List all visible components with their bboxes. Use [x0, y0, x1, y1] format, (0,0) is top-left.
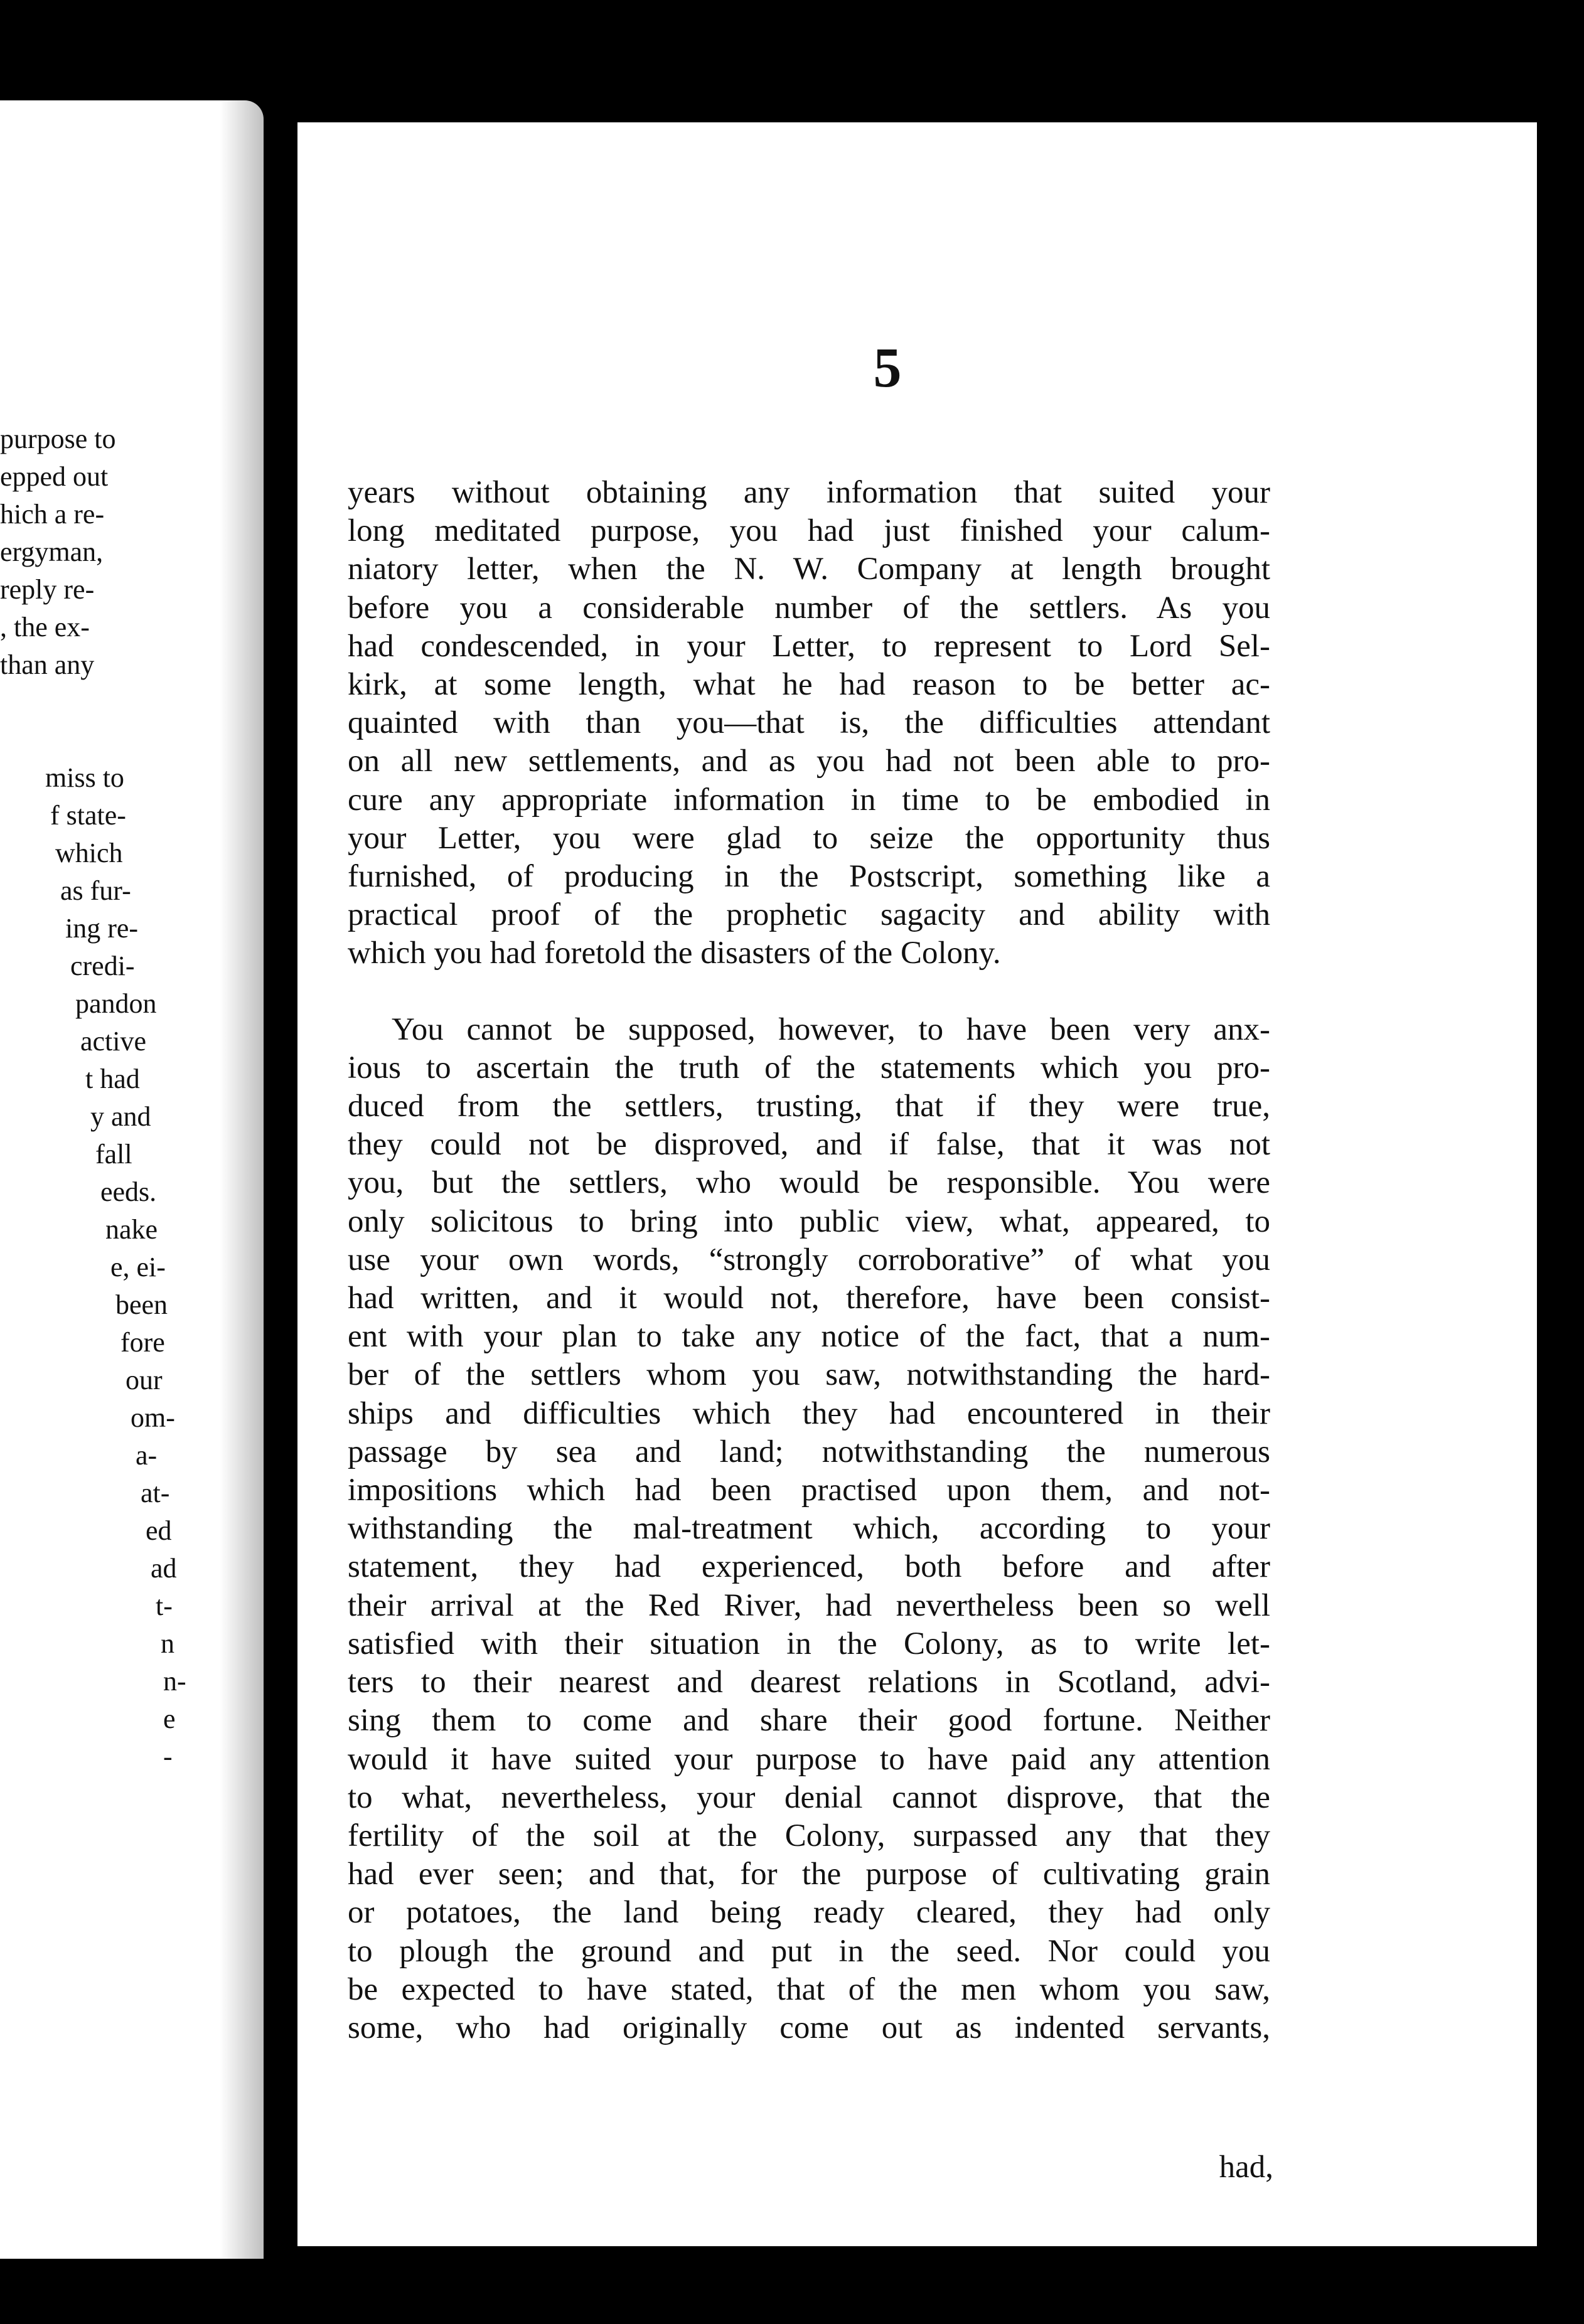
facing-page-fragment: n-	[163, 1666, 186, 1697]
facing-page-fragment: fall	[95, 1139, 132, 1170]
facing-page-fragment: reply re-	[0, 574, 95, 605]
gutter-shadow	[220, 100, 264, 2259]
facing-page-fragment: as fur-	[60, 875, 131, 906]
text-line: be expected to have stated, that of the men whom you saw,	[348, 1971, 1270, 2007]
text-line: your Letter, you were glad to seize the opportunity thus	[348, 820, 1270, 856]
facing-page-fragment: om-	[131, 1402, 175, 1433]
facing-page-fragment: ergyman,	[0, 536, 104, 567]
text-line: ships and difficulties which they had encountered in their	[348, 1395, 1270, 1431]
text-line: satisfied with their situation in the Colony, as to write let-	[348, 1626, 1270, 1661]
facing-page-fragment	[0, 722, 186, 759]
text-line: which you had foretold the disasters of the Colony.	[348, 935, 1001, 971]
facing-page-fragment: credi-	[70, 951, 135, 981]
text-line: ent with your plan to take any notice of the fact, that a num-	[348, 1319, 1270, 1355]
text-line: kirk, at some length, what he had reason to be better ac-	[348, 667, 1270, 703]
text-line: practical proof of the prophetic sagacity and ability with	[348, 897, 1270, 933]
facing-page-fragment	[0, 684, 186, 722]
facing-page-fragment: t had	[85, 1063, 140, 1094]
text-line: furnished, of producing in the Postscript, something like a	[348, 859, 1270, 895]
text-line: some, who had originally come out as indented servants,	[348, 2010, 1270, 2045]
text-line: long meditated purpose, you had just finished your calum-	[348, 513, 1270, 549]
facing-page-fragment: our	[126, 1365, 163, 1395]
text-line: duced from the settlers, trusting, that if they were true,	[348, 1089, 1270, 1124]
facing-page	[0, 100, 264, 2259]
facing-page-fragment: ad	[151, 1553, 177, 1584]
text-line: they could not be disproved, and if false, that it was not	[348, 1127, 1270, 1163]
text-line: would it have suited your purpose to have paid any attention	[348, 1741, 1270, 1777]
text-line: to what, nevertheless, your denial cannot disprove, that the	[348, 1779, 1270, 1815]
facing-page-fragment: f state-	[50, 800, 126, 831]
text-line: years without obtaining any information that suited your	[348, 475, 1270, 510]
text-line: fertility of the soil at the Colony, surpassed any that they	[348, 1818, 1270, 1853]
facing-page-fragment: t-	[156, 1591, 173, 1621]
text-line: ious to ascertain the truth of the statements which you pro-	[348, 1050, 1270, 1085]
text-line: ters to their nearest and dearest relations in Scotland, advi-	[348, 1665, 1270, 1700]
facing-page-fragment: e, ei-	[110, 1252, 166, 1282]
main-page	[297, 122, 1537, 2246]
facing-page-fragment: ed	[146, 1515, 172, 1546]
facing-page-fragment: miss to	[45, 762, 124, 793]
text-line: withstanding the mal-treatment which, according to your	[348, 1511, 1270, 1547]
text-line: to plough the ground and put in the seed. Nor could you	[348, 1933, 1270, 1969]
text-line: impositions which had been practised upon them, and not-	[348, 1473, 1270, 1508]
text-line: cure any appropriate information in time to be embodied in	[348, 782, 1270, 818]
facing-page-fragment: , the ex-	[0, 612, 90, 642]
paragraph	[348, 1011, 1270, 2047]
text-line: use your own words, “strongly corroborative” of what you	[348, 1242, 1270, 1277]
facing-page-text	[0, 420, 186, 1776]
facing-page-fragment: epped out	[0, 461, 109, 492]
facing-page-fragment: eeds.	[100, 1176, 157, 1207]
facing-page-fragment: -	[163, 1741, 173, 1772]
facing-page-fragment: been	[115, 1289, 168, 1320]
facing-page-fragment: hich a re-	[0, 499, 105, 530]
text-line: ber of the settlers whom you saw, notwithstanding the hard-	[348, 1357, 1270, 1393]
text-line: passage by sea and land; notwithstanding the numerous	[348, 1434, 1270, 1469]
text-line: before you a considerable number of the settlers. As you	[348, 590, 1270, 626]
facing-page-fragment: pandon	[75, 988, 157, 1019]
facing-page-fragment: a-	[136, 1440, 158, 1471]
facing-page-fragment: fore	[120, 1327, 165, 1358]
text-line: or potatoes, the land being ready cleared, they had only	[348, 1895, 1270, 1931]
text-line: had condescended, in your Letter, to represent to Lord Sel-	[348, 628, 1270, 664]
page-number: 5	[873, 337, 902, 399]
text-line: statement, they had experienced, both before and after	[348, 1549, 1270, 1585]
text-line: had written, and it would not, therefore, have been consist-	[348, 1281, 1270, 1316]
text-line: you, but the settlers, who would be responsible. You were	[348, 1165, 1270, 1201]
paragraph	[348, 474, 1270, 973]
facing-page-fragment: which	[55, 838, 123, 868]
body-text	[348, 474, 1270, 2047]
catchword: had,	[1219, 2150, 1273, 2185]
facing-page-fragment: nake	[105, 1214, 158, 1245]
text-line: You cannot be supposed, however, to have been very anx-	[392, 1011, 1270, 1047]
facing-page-fragment: at-	[141, 1478, 170, 1508]
text-line: on all new settlements, and as you had not been able to pro-	[348, 744, 1270, 779]
facing-page-fragment: ing re-	[65, 913, 139, 944]
facing-page-fragment: purpose to	[0, 424, 116, 454]
facing-page-fragment: e	[163, 1703, 176, 1734]
text-line: sing them to come and share their good fortune. Neither	[348, 1703, 1270, 1739]
facing-page-fragment: y and	[90, 1101, 151, 1132]
text-line: quainted with than you—that is, the difficulties attendant	[348, 705, 1270, 741]
text-line: niatory letter, when the N. W. Company at length brought	[348, 552, 1270, 587]
text-line: had ever seen; and that, for the purpose of cultivating grain	[348, 1857, 1270, 1892]
facing-page-fragment: than any	[0, 649, 95, 680]
facing-page-fragment: n	[161, 1628, 174, 1659]
text-line: their arrival at the Red River, had nevertheless been so well	[348, 1587, 1270, 1623]
text-line: only solicitous to bring into public view, what, appeared, to	[348, 1203, 1270, 1239]
facing-page-fragment: active	[80, 1026, 147, 1057]
